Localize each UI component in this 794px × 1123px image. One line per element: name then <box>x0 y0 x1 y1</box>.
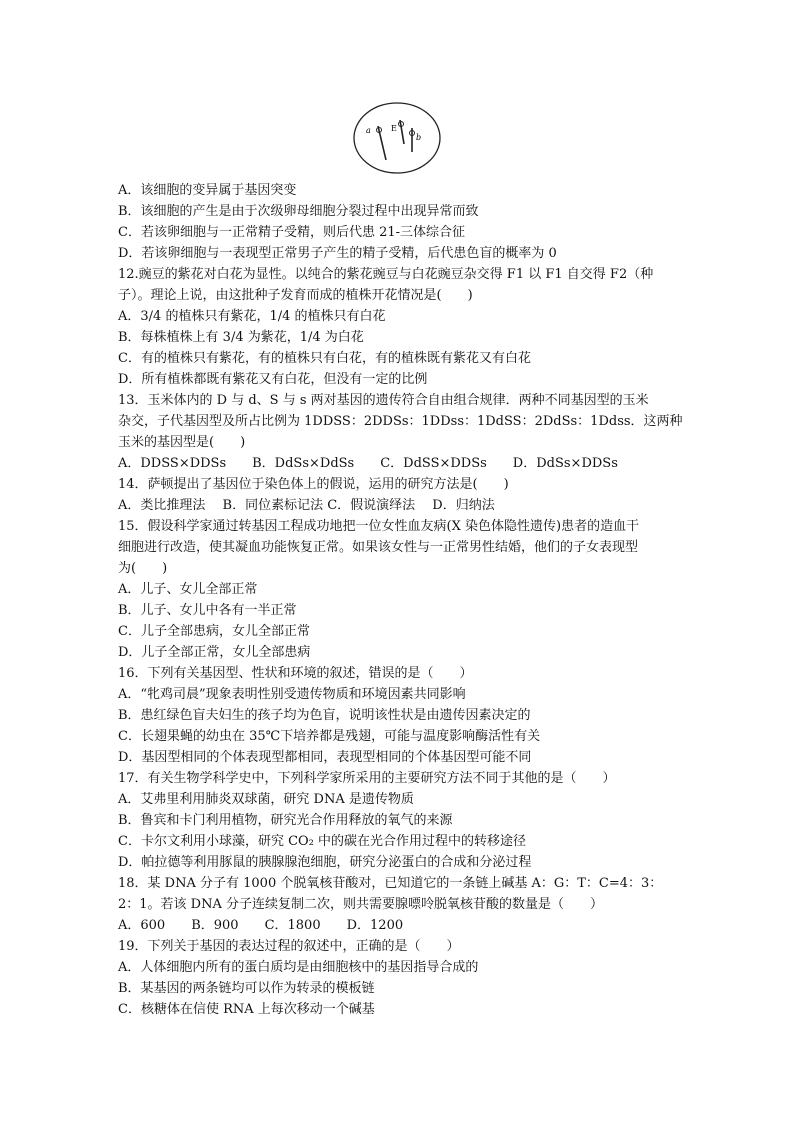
text-line: 15．假设科学家通过转基因工程成功地把一位女性血友病(X 染色体隐性遗传)患者的造血干 <box>118 519 640 534</box>
text-line: B．鲁宾和卡门利用植物，研究光合作用释放的氧气的来源 <box>118 813 453 828</box>
text-line: 16．下列有关基因型、性状和环境的叙述，错误的是（ ） <box>118 666 473 681</box>
label-e: E <box>391 124 397 133</box>
label-b: b <box>416 133 422 142</box>
text-line: A．“牝鸡司晨”现象表明性别受遗传物质和环境因素共同影响 <box>118 687 466 702</box>
question-text <box>118 180 688 1020</box>
text-line: C．卡尔文利用小球藻，研究 CO₂ 中的碳在光合作用过程中的转移途径 <box>118 834 527 849</box>
text-line: 19．下列关于基因的表达过程的叙述中，正确的是（ ） <box>118 939 460 954</box>
text-line: A．该细胞的变异属于基因突变 <box>118 183 297 198</box>
text-line: 2：1。若该 DNA 分子连续复制二次，则共需要腺嘌呤脱氧核苷酸的数量是（ ） <box>118 897 603 912</box>
text-line: A．艾弗里利用肺炎双球菌，研究 DNA 是遗传物质 <box>118 792 414 807</box>
text-line: A．DDSS×DDSs B．DdSs×DdSs C．DdSS×DDSs D．DdSs×DDSs <box>118 456 618 471</box>
cell-membrane <box>354 103 440 173</box>
text-line: 细胞进行改造，使其凝血功能恢复正常。如果该女性与一正常男性结婚，他们的子女表现型 <box>118 540 639 555</box>
text-line: 玉米的基因型是( ) <box>118 435 246 450</box>
text-line: 子）。理论上说，由这批种子发育而成的植株开花情况是( ) <box>118 288 473 303</box>
text-line: D．若该卵细胞与一表现型正常男子产生的精子受精，后代患色盲的概率为 0 <box>118 246 557 261</box>
cell-diagram <box>352 100 442 176</box>
text-line: B．该细胞的产生是由于次级卵母细胞分裂过程中出现异常而致 <box>118 204 479 219</box>
text-line: B．患红绿色盲夫妇生的孩子均为色盲，说明该性状是由遗传因素决定的 <box>118 708 531 723</box>
text-line: C．儿子全部患病，女儿全部正常 <box>118 624 310 639</box>
text-line: B．儿子、女儿中各有一半正常 <box>118 603 297 618</box>
text-line: 14．萨顿提出了基因位于染色体上的假说，运用的研究方法是( ) <box>118 477 509 492</box>
text-line: B．某基因的两条链均可以作为转录的模板链 <box>118 981 375 996</box>
text-line: A．类比推理法 B．同位素标记法 C．假说演绎法 D．归纳法 <box>118 498 495 513</box>
text-line: C．若该卵细胞与一正常精子受精，则后代患 21-三体综合征 <box>118 225 466 240</box>
text-line: D．所有植株都既有紫花又有白花，但没有一定的比例 <box>118 372 428 387</box>
text-line: C．长翅果蝇的幼虫在 35℃下培养都是残翅，可能与温度影响酶活性有关 <box>118 729 541 744</box>
text-line: 为( ) <box>118 561 168 576</box>
text-line: D．儿子全部正常，女儿全部患病 <box>118 645 311 660</box>
label-a: a <box>366 126 371 135</box>
text-line: A．人体细胞内所有的蛋白质均是由细胞核中的基因指导合成的 <box>118 960 479 975</box>
text-line: A．3/4 的植株只有紫花，1/4 的植株只有白花 <box>118 309 386 324</box>
text-line: C．核糖体在信使 RNA 上每次移动一个碱基 <box>118 1002 375 1017</box>
text-line: B．每株植株上有 3/4 为紫花，1/4 为白花 <box>118 330 364 345</box>
text-line: 13．玉米体内的 D 与 d、S 与 s 两对基因的遗传符合自由组合规律．两种不同基因型的玉米 <box>118 393 649 408</box>
text-line: A．儿子、女儿全部正常 <box>118 582 258 597</box>
text-line: 18．某 DNA 分子有 1000 个脱氧核苷酸对，已知道它的一条链上碱基 A：G：T：C=4：3： <box>118 876 663 891</box>
text-line: 17．有关生物学科学史中，下列科学家所采用的主要研究方法不同于其他的是（ ） <box>118 771 616 786</box>
text-line: A．600 B．900 C．1800 D．1200 <box>118 918 404 933</box>
text-line: D．基因型相同的个体表现型都相同，表现型相同的个体基因型可能不同 <box>118 750 532 765</box>
chromosome-a <box>378 126 386 160</box>
text-line: C．有的植株只有紫花，有的植株只有白花，有的植株既有紫花又有白花 <box>118 351 531 366</box>
text-line: D．帕拉德等利用豚鼠的胰腺腺泡细胞，研究分泌蛋白的合成和分泌过程 <box>118 855 532 870</box>
text-line: 杂交，子代基因型及所占比例为 1DDSS：2DDSs：1DDss：1DdSS：2DdSs：1Ddss．这两种 <box>118 414 683 429</box>
text-line: 12.豌豆的紫花对白花为显性。以纯合的紫花豌豆与白花豌豆杂交得 F1 以 F1 自交得 F2（种 <box>118 267 654 282</box>
